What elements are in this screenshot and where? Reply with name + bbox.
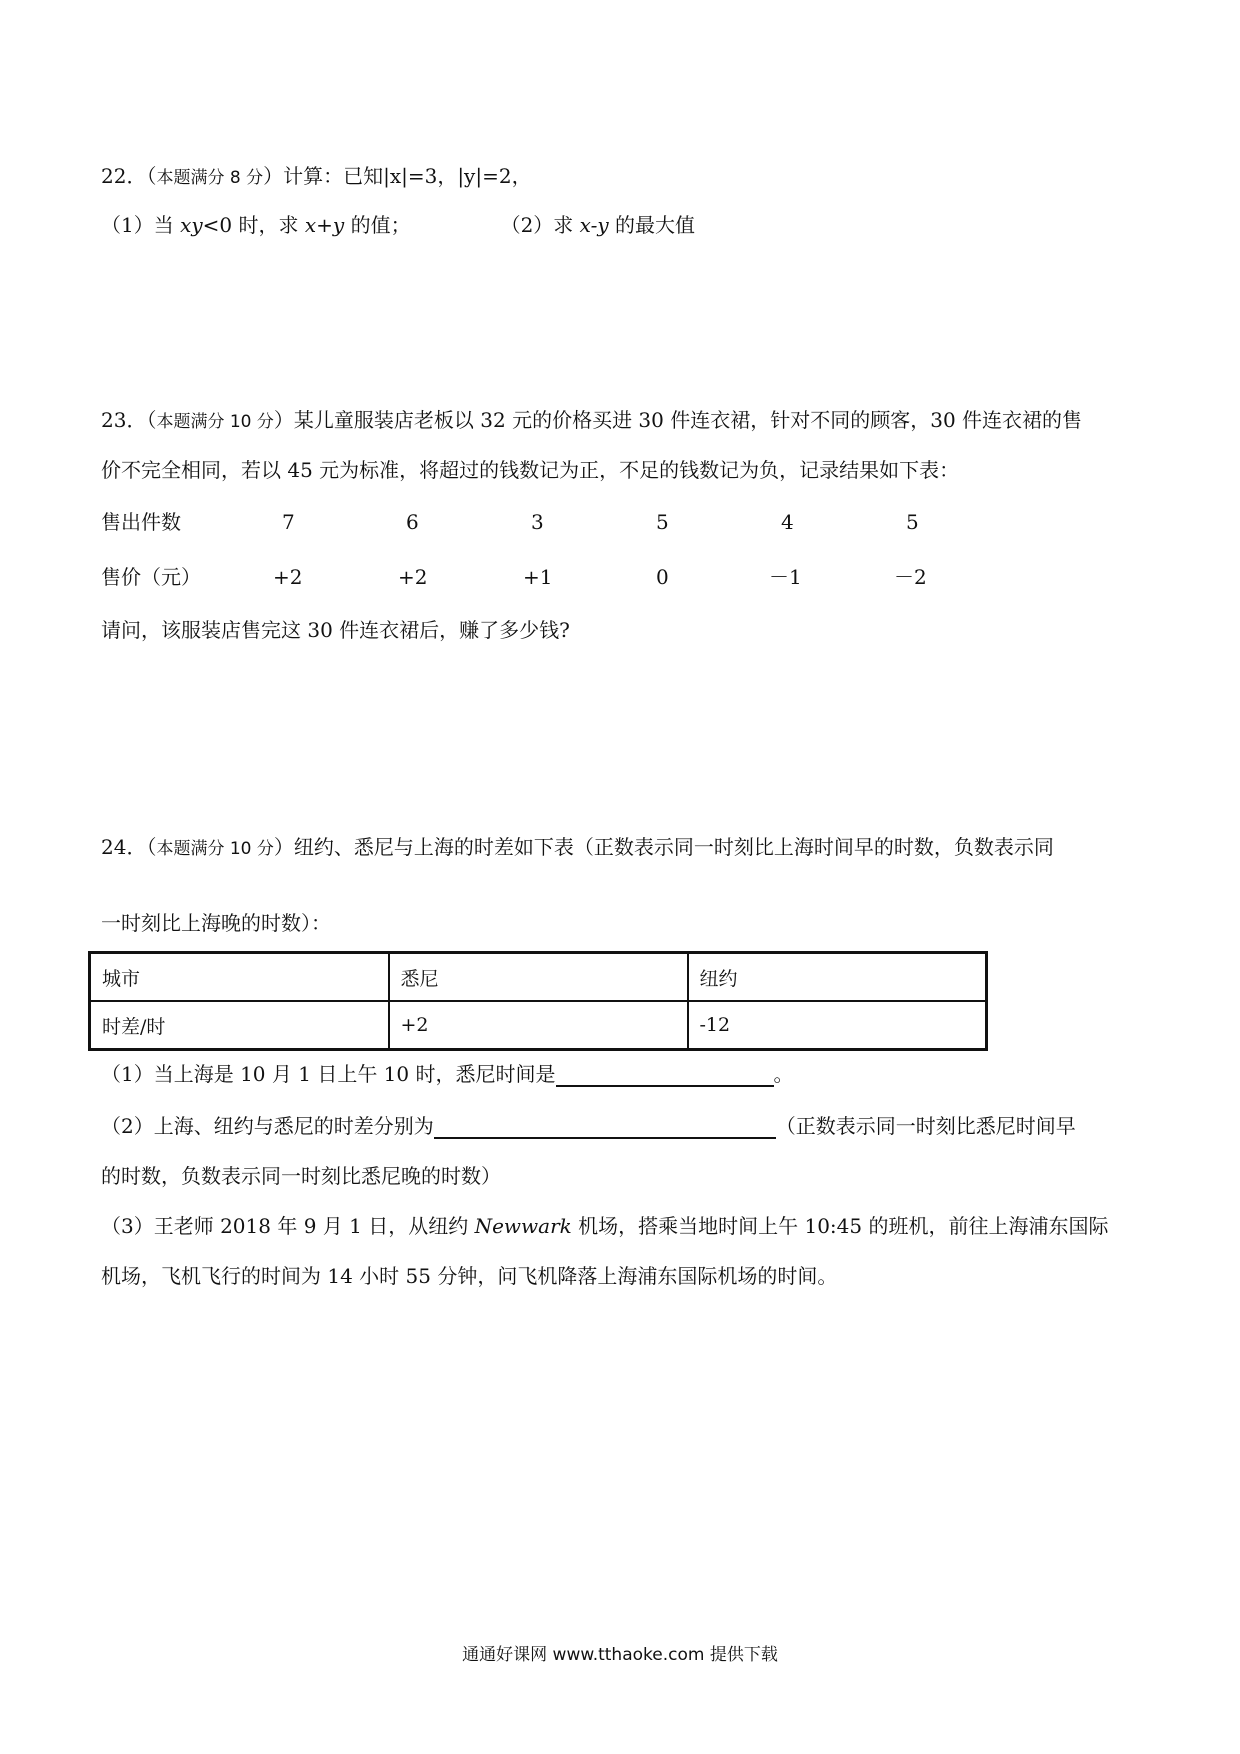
table-cell: +2 [389, 1001, 688, 1050]
q22-stem: 计算：已知|x|=3，|y|=2， [283, 164, 532, 188]
q23-quantity-cell: 6 [406, 510, 419, 534]
q22-score-tag: 本题满分 8 分 [156, 168, 264, 188]
q23-price-cell: +2 [273, 565, 303, 589]
answer-blank[interactable] [434, 1115, 776, 1139]
q23-price-cell: +1 [523, 565, 553, 589]
q23-number: 23．（ [101, 408, 157, 432]
q22-number: 22．（ [101, 164, 157, 188]
table-header-cell: 悉尼 [389, 953, 688, 1002]
q24-part2: （2）上海、纽约与悉尼的时差分别为 （正数表示同一时刻比悉尼时间早 [101, 1114, 1076, 1138]
table-row [90, 1001, 987, 1050]
q23-quantity-cell: 4 [781, 510, 794, 534]
q23-quantity-cell: 3 [531, 510, 544, 534]
q23-price-cell: 0 [656, 565, 669, 589]
table-header-cell: 纽约 [688, 953, 987, 1002]
q24-part2-cont: 的时数，负数表示同一时刻比悉尼晚的时数） [101, 1164, 501, 1188]
q24-part3-cont: 机场，飞机飞行的时间为 14 小时 55 分钟，问飞机降落上海浦东国际机场的时间。 [101, 1264, 838, 1288]
table-cell: 时差/时 [90, 1001, 389, 1050]
q23-quantity-label: 售出件数 [101, 510, 181, 534]
table-header-cell: 城市 [90, 953, 389, 1002]
q24-stem-line2: 一时刻比上海晚的时数）： [101, 911, 331, 935]
table-row [90, 953, 987, 1002]
q23-price-cell: －2 [894, 565, 927, 589]
q23-price-row [101, 564, 1001, 590]
answer-blank[interactable] [556, 1063, 774, 1087]
q22-heading: 22．（本题满分 8 分）计算：已知|x|=3，|y|=2， [101, 164, 532, 188]
q23-price-cell: +2 [398, 565, 428, 589]
timezone-table [88, 951, 988, 1051]
q23-question: 请问，该服装店售完这 30 件连衣裙后，赚了多少钱? [101, 618, 570, 642]
q23-quantity-row [101, 509, 1001, 535]
table-cell: -12 [688, 1001, 987, 1050]
q24-score-tag: 本题满分 10 分 [156, 839, 274, 859]
q23-price-label: 售价（元） [101, 565, 201, 589]
q24-heading: 24．（本题满分 10 分）纽约、悉尼与上海的时差如下表（正数表示同一时刻比上海时间早的时数，负数表示同 [101, 835, 1054, 859]
q23-quantity-cell: 7 [282, 510, 295, 534]
page-footer: 通通好课网 www.tthaoke.com 提供下载 [462, 1645, 778, 1665]
q23-stem-line2: 价不完全相同，若以 45 元为标准，将超过的钱数记为正，不足的钱数记为负，记录结果如下表： [101, 458, 960, 482]
q23-quantity-cell: 5 [906, 510, 919, 534]
q23-score-tag: 本题满分 10 分 [156, 412, 274, 432]
q24-part3: （3）王老师 2018 年 9 月 1 日，从纽约 Newwark 机场，搭乘当地时间上午 10:45 的班机，前往上海浦东国际 [101, 1214, 1109, 1238]
q24-part1: （1）当上海是 10 月 1 日上午 10 时，悉尼时间是 。 [101, 1062, 794, 1086]
q23-quantity-cell: 5 [656, 510, 669, 534]
q24-number: 24．（ [101, 835, 157, 859]
q22-parts: （1）当 xy<0 时，求 x+y 的值； （2）求 x-y 的最大值 [101, 213, 696, 237]
q23-price-cell: －1 [769, 565, 802, 589]
q23-heading: 23．（本题满分 10 分）某儿童服装店老板以 32 元的价格买进 30 件连衣裙，针对不同的顾客，30 件连衣裙的售 [101, 408, 1083, 432]
